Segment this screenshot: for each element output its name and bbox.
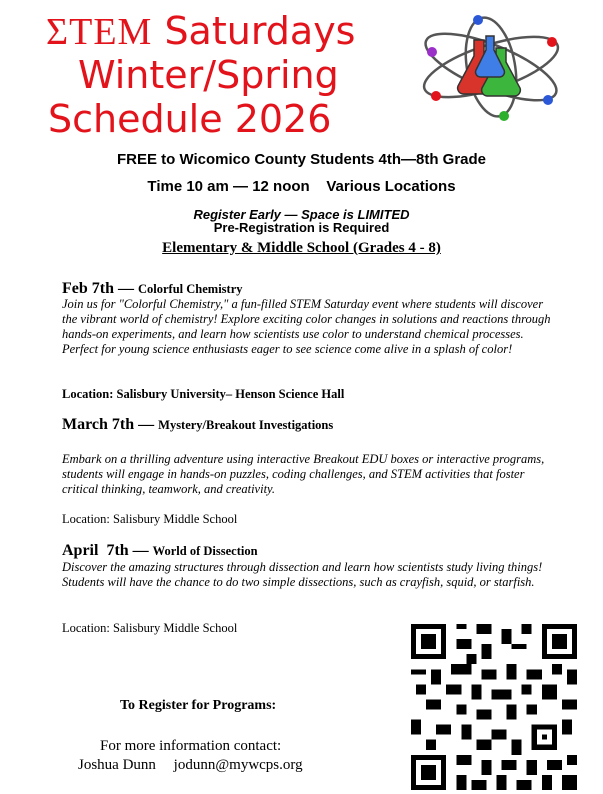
event-name: World of Dissection (152, 544, 258, 558)
preregistration-notice: Pre-Registration is Required (213, 220, 390, 235)
contact-email[interactable]: jodunn@mywcps.org (173, 757, 303, 773)
register-early-notice: Register Early — Space is LIMITED (193, 207, 410, 222)
event-description: Discover the amazing structures through dissection and learn how scientists study living things! Students will have the chance to do two simple dissections, such as crayfish, squid, or starfish. (62, 560, 543, 589)
contact-line (78, 757, 303, 774)
grades-heading: Elementary & Middle School (Grades 4 - 8) (162, 240, 441, 256)
event-heading (62, 416, 333, 434)
event-description: Embark on a thrilling adventure using interactive Breakout EDU boxes or interactive programs, students will engage in hands-on puzzles, coding challenges, and STEM activities that foster critical thinking, teamwork, and creativity. (62, 452, 545, 496)
free-line: FREE to Wicomico County Students 4th—8th Grade (116, 151, 487, 168)
stem-label: ΣTEM (46, 11, 153, 53)
event-location: Location: Salisbury Middle School (62, 512, 238, 526)
event-description: Join us for "Colorful Chemistry," a fun-filled STEM Saturday event where students will discover the vibrant world of chemistry! Explore exciting color changes in solutions and reactions through hands-on experiments, and learn how scientists use color to understand chemical processes. Perfect for young science enthusiasts eager to see science come alive in a splash of color! (62, 297, 551, 356)
event-date: March 7th (62, 416, 135, 433)
time-line: Time 10 am — 12 noon Various Locations (147, 178, 456, 195)
event-location: Location: Salisbury Middle School (62, 621, 238, 635)
title-saturdays: Saturdays (164, 9, 356, 53)
contact-name: Joshua Dunn (78, 757, 156, 773)
event-name: Mystery/Breakout Investigations (158, 418, 334, 432)
event-date: Feb 7th (62, 280, 114, 297)
event-dash: — (118, 280, 134, 297)
event-name: Colorful Chemistry (138, 282, 243, 296)
title-line-2: Winter/Spring (78, 53, 339, 97)
atom-flask-logo-icon (416, 12, 566, 122)
event-dash: — (138, 416, 155, 433)
title-line-3: Schedule 2026 (48, 97, 332, 141)
more-info-label: For more information contact: (100, 738, 282, 754)
event-dash: — (132, 542, 149, 559)
title-line-1 (46, 10, 355, 53)
event-heading (62, 280, 243, 298)
register-label: To Register for Programs: (120, 698, 277, 713)
event-heading (62, 542, 258, 560)
qr-code-icon[interactable] (409, 624, 579, 790)
event-location: Location: Salisbury University– Henson Science Hall (62, 387, 345, 401)
event-date: April 7th (62, 542, 129, 559)
